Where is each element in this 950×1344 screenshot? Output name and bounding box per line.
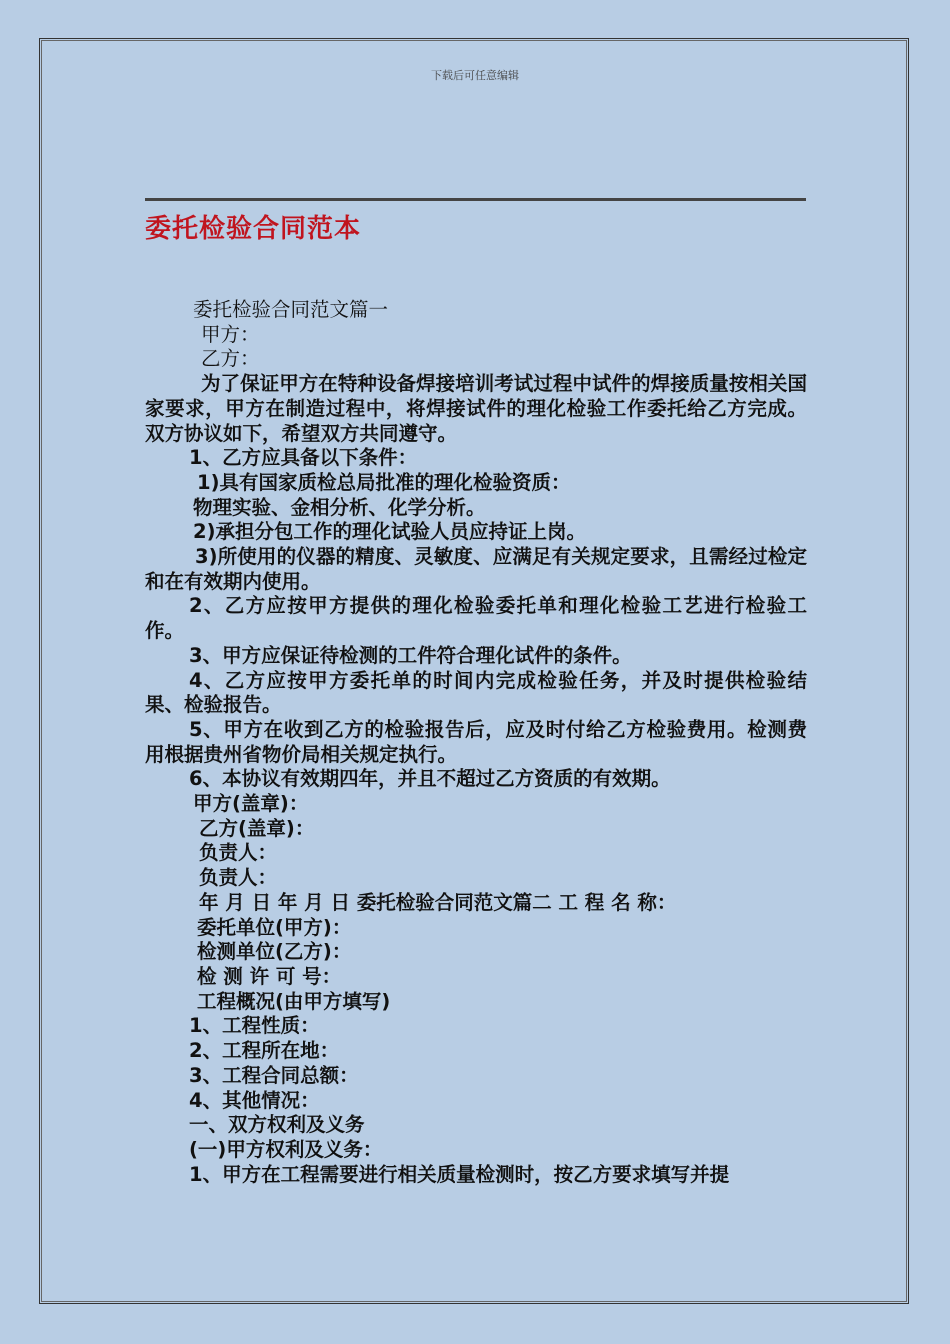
paragraph: 5、甲方在收到乙方的检验报告后，应及时付给乙方检验费用。检测费用根据贵州省物价局相关规定执行。 (145, 717, 807, 766)
paragraph: 1、乙方应具备以下条件： (189, 446, 418, 470)
paragraph: 一、双方权利及义务 (189, 1113, 365, 1137)
document-title: 委托检验合同范本 (145, 214, 362, 244)
header-note: 下载后可任意编辑 (431, 69, 519, 82)
paragraph: 乙方： (201, 347, 260, 371)
paragraph: 乙方(盖章)： (199, 816, 315, 840)
paragraph: 2、乙方应按甲方提供的理化检验委托单和理化检验工艺进行检验工作。 (145, 594, 807, 643)
paragraph: 6、本协议有效期四年，并且不超过乙方资质的有效期。 (189, 767, 671, 791)
title-rule (145, 198, 806, 201)
paragraph: 检测单位(乙方)： (197, 940, 352, 964)
paragraph: 1、甲方在工程需要进行相关质量检测时，按乙方要求填写并提 (189, 1162, 730, 1186)
paragraph: 1)具有国家质检总局批准的理化检验资质： (197, 470, 571, 494)
paragraph: 3、甲方应保证待检测的工件符合理化试件的条件。 (189, 643, 632, 667)
paragraph: 4、其他情况： (189, 1088, 320, 1112)
paragraph: 委托检验合同范文篇一 (193, 298, 389, 321)
document-body (145, 298, 807, 1187)
paragraph: 1、工程性质： (189, 1014, 320, 1038)
paragraph: 甲方(盖章)： (193, 792, 309, 816)
paragraph: 3)所使用的仪器的精度、灵敏度、应满足有关规定要求，且需经过检定和在有效期内使用。 (145, 545, 807, 593)
paragraph: 年 月 日 年 月 日 委托检验合同范文篇二 工 程 名 称： (199, 890, 677, 914)
paragraph: (一)甲方权利及义务： (189, 1137, 383, 1161)
paragraph: 工程概况(由甲方填写) (197, 989, 391, 1013)
paragraph: 检 测 许 可 号： (197, 964, 342, 988)
paragraph: 负责人： (199, 866, 278, 890)
paragraph: 为了保证甲方在特种设备焊接培训考试过程中试件的焊接质量按相关国家要求，甲方在制造过程中，将焊接试件的理化检验工作委托给乙方完成。双方协议如下，希望双方共同遵守。 (145, 372, 807, 445)
paragraph: 负责人： (199, 841, 278, 865)
paragraph: 委托单位(甲方)： (197, 915, 352, 939)
paragraph: 物理实验、金相分析、化学分析。 (193, 495, 486, 519)
paragraph: 4、乙方应按甲方委托单的时间内完成检验任务，并及时提供检验结果、检验报告。 (145, 668, 807, 717)
paragraph: 2、工程所在地： (189, 1039, 340, 1063)
paragraph: 甲方： (201, 322, 260, 346)
paragraph: 2)承担分包工作的理化试验人员应持证上岗。 (193, 520, 586, 544)
paragraph: 3、工程合同总额： (189, 1063, 359, 1087)
